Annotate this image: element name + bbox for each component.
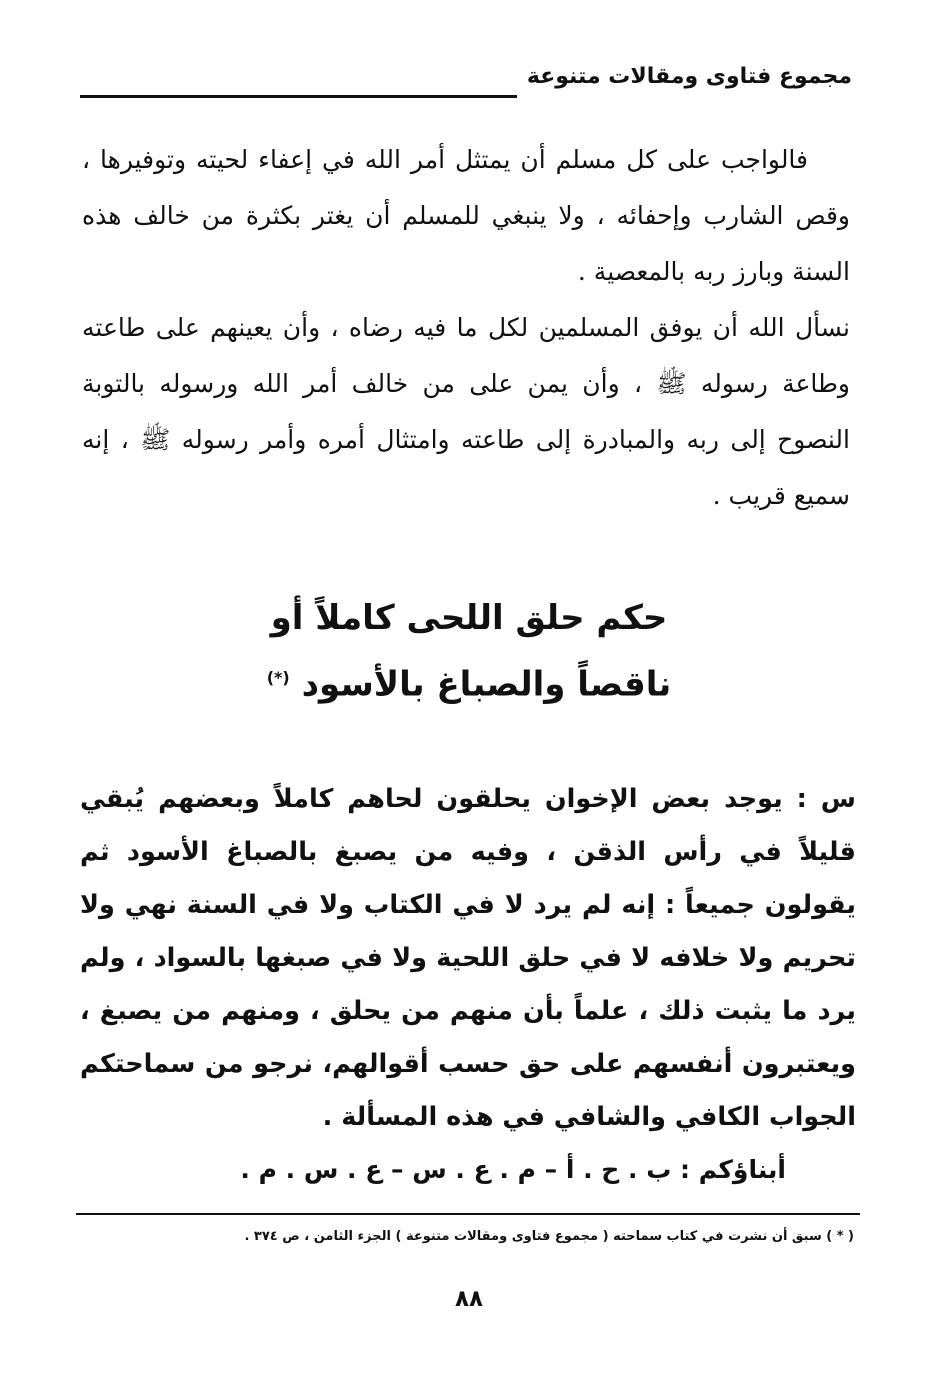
question-text: س : يوجد بعض الإخوان يحلقون لحاهم كاملاً وبعضهم يُبقي قليلاً في رأس الذقن ، وفيه من يصبغ بالصباغ الأسود ثم يقولون جميعاً : إنه لم يرد لا في الكتاب ولا في السنة نهي ولا تحريم ولا خلافه لا في حلق اللحية ولا في صبغها بالسواد ، ولم يرد ما يثبت ذلك ، علماً بأن منهم من يحلق ، ومنهم من يصبغ ، ويعتبرون أنفسهم على حق حسب أقوالهم، نرجو من سماحتكم الجواب الكافي والشافي في هذه المسألة . xyxy=(80,784,856,1132)
footnote: ( * ) سبق أن نشرت في كتاب سماحته ( مجموع فتاوى ومقالات متنوعة ) الجزء الثامن ، ص ٣٧٤ . xyxy=(244,1229,854,1244)
running-header: مجموع فتاوى ومقالات متنوعة xyxy=(526,64,852,89)
paragraph-2 xyxy=(82,300,850,524)
paragraph-1 xyxy=(82,132,850,300)
section-title-line-2-text: ناقصاً والصباغ بالأسود xyxy=(301,664,672,705)
paragraph-1-text: فالواجب على كل مسلم أن يمتثل أمر الله في إعفاء لحيته وتوفيرها ، وقص الشارب وإحفائه ، ولا ينبغي للمسلم أن يغتر بكثرة من خالف هذه السنة وبارز ربه بالمعصية . xyxy=(82,145,850,286)
section-title-line-2 xyxy=(100,648,838,714)
page-number: ٨٨ xyxy=(454,1286,484,1312)
section-title xyxy=(100,588,838,714)
footnote-marker: (*) xyxy=(266,668,290,687)
header-rule xyxy=(80,95,517,98)
question-signature: أبناؤكم : ب . ح . أ – م . ع . س – ع . س . م . xyxy=(240,1155,786,1184)
section-title-line-1: حكم حلق اللحى كاملاً أو xyxy=(270,598,668,638)
paragraph-2-text: نسأل الله أن يوفق المسلمين لكل ما فيه رضاه ، وأن يعينهم على طاعته وطاعة رسوله ﷺ ، وأن يمن على من خالف أمر الله ورسوله بالتوبة النصوح إلى ربه والمبادرة إلى طاعته وامتثال أمره وأمر رسوله ﷺ ، إنه سميع قريب . xyxy=(82,313,850,510)
footnote-rule xyxy=(76,1213,860,1215)
